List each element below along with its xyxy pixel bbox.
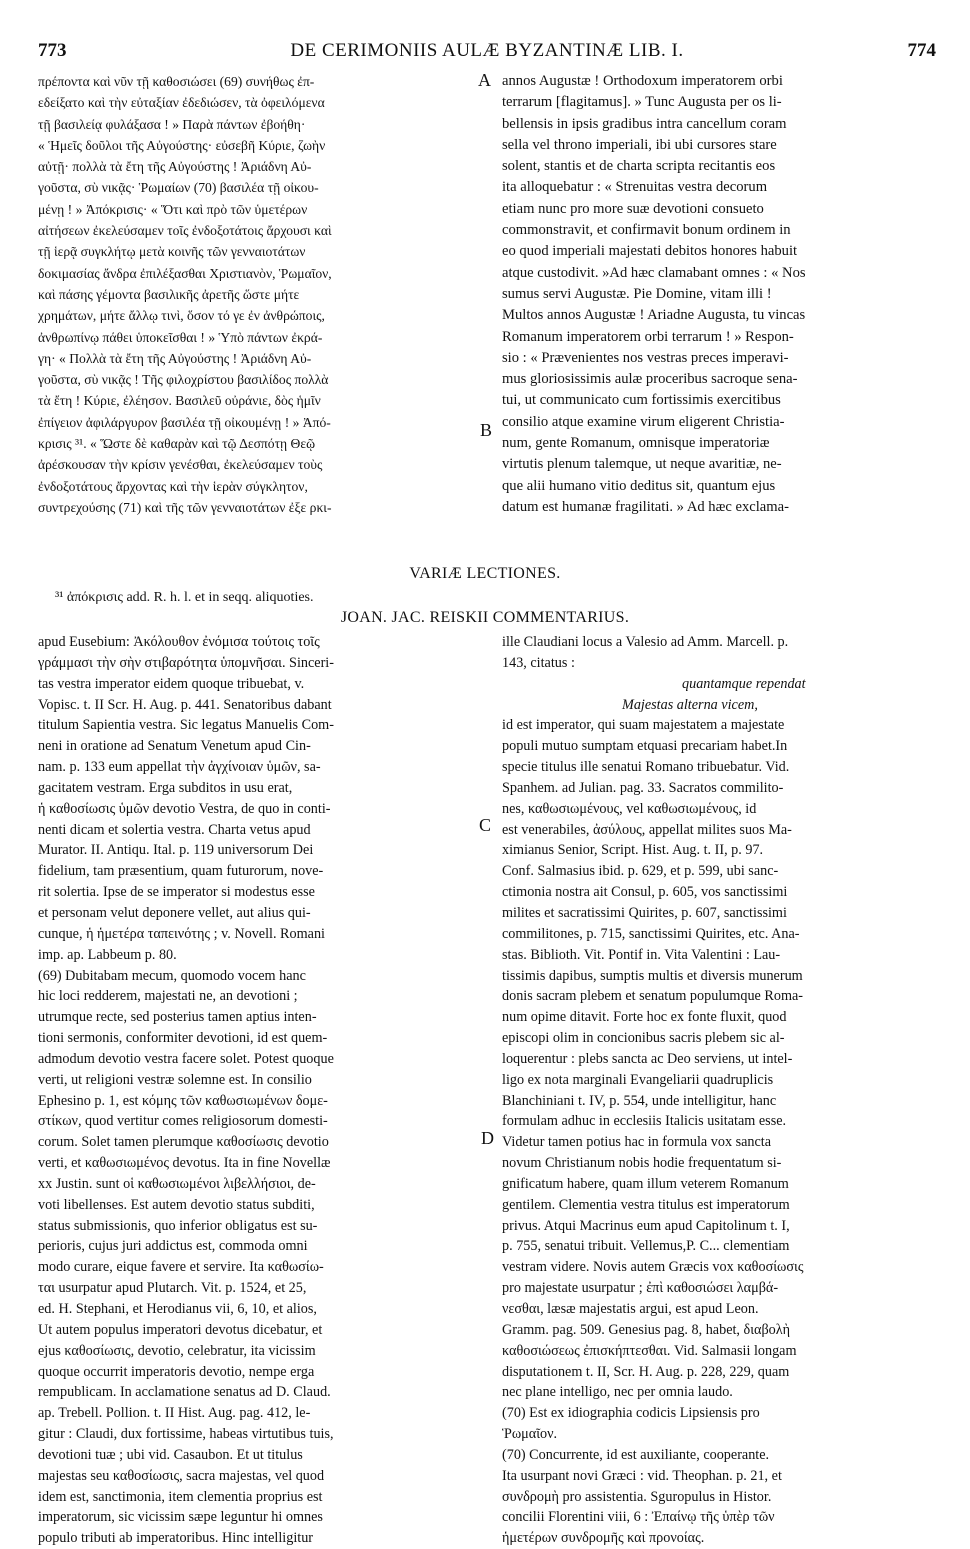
running-header (38, 40, 936, 66)
commentary-line: populo tributi ab imperatoribus. Hinc intelligitur (38, 1530, 314, 1547)
commentary-line: Spanhem. ad Julian. pag. 33. Sacratos commilito- (502, 779, 784, 796)
commentary-line: imp. ap. Labbeum p. 80. (38, 946, 177, 963)
commentary-line: tas vestra imperator eidem quoque tribuebat, v. (38, 675, 305, 692)
commentary-line: gnificatum habere, quam illum veterem Romanum (502, 1175, 789, 1192)
latin-text-line: Romanum imperatorem orbi terrarum ! » Respon- (502, 328, 794, 345)
greek-text-line: τῇ βασιλείᾳ φυλάξασα ! » Παρὰ πάντων ἐβοήθη· (38, 116, 306, 132)
commentary-line: verti, ut religioni vestræ solemne est. In consilio (38, 1071, 312, 1088)
greek-text-line: μένῃ ! » Ἀπόκρισις· « Ὅτι καὶ πρὸ τῶν ὑμετέρων (38, 201, 308, 217)
greek-text-line: ἀνθρωπίνῳ πάθει ὑποκεῖσθαι ! » Ὑπὸ πάντων ἐκρά- (38, 329, 323, 345)
commentary-line: loquerentur : plebs sancta ac Deo serviens, ut intel- (502, 1050, 793, 1067)
commentary-line: populi mutuo sumptam etquasi precariam habet.In (502, 738, 788, 755)
commentary-line: Ita usurpant novi Græci : vid. Theophan. p. 21, et (502, 1467, 782, 1484)
commentary-line: modo curare, eique favere et servire. Ita καθωσίω- (38, 1259, 324, 1276)
commentary-line: xx Justin. sunt οἱ καθωσιωμένοι λιβελλήσιοι, de- (38, 1175, 316, 1192)
commentary-line: perioris, cujus juri addictus est, commoda omni (38, 1238, 308, 1255)
page-number-right: 774 (907, 40, 936, 61)
latin-text-line: annos Augustæ ! Orthodoxum imperatorem orbi (502, 73, 783, 89)
commentary-line: nes, καθωσιωμένους, vel καθωσιωμένους, id (502, 800, 757, 817)
margin-letter-d: D (481, 1128, 494, 1148)
commentary-line: Ephesino p. 1, est κόμης τῶν καθωσιωμένων δομε- (38, 1092, 328, 1109)
commentary-line: 143, citatus : (502, 654, 575, 671)
commentary-line: nenti dicam et solertia vestra. Charta vetus apud (38, 821, 311, 838)
commentary-line: καθοσιώσεως ἐπισκήπτεσθαι. Vid. Salmasii longam (502, 1342, 797, 1359)
greek-text-line: τὰ ἔτη ! Κύριε, ἐλέησον. Βασιλεῦ οὐράνιε, δὸς ἡμῖν (38, 393, 321, 409)
commentary-line: Gramm. pag. 509. Genesius pag. 8, habet, διαβολὴ (502, 1321, 791, 1338)
running-title: DE CERIMONIIS AULÆ BYZANTINÆ LIB. I. (290, 40, 684, 61)
commentary-line: Murator. II. Antiqu. Ital. p. 119 universorum Dei (38, 842, 314, 859)
commentary-line: ἡ καθοσίωσις ὑμῶν devotio Vestra, de quo in conti- (38, 800, 331, 817)
commentary-line: nec plane intelligo, nec per omnia laudo. (502, 1384, 733, 1401)
greek-text-line: συντρεχούσης (71) καὶ τῆς τῶν γενναιοτάτων ἐξε ρκι- (38, 499, 332, 515)
commentary-line: Ut autem populus imperatori devotus dicebatur, et (38, 1321, 323, 1338)
commentary-line: utrumque recte, sed posterius tamen aptius inten- (38, 1009, 317, 1026)
latin-text-line: Multos annos Augustæ ! Ariadne Augusta, tu vincas (502, 307, 806, 324)
greek-text-line: καὶ πάσης γέμοντα βασιλικῆς ἀρετῆς ὥστε μήτε (38, 286, 300, 302)
commentary-line: apud Eusebium: Ἀκόλουθον ἐνόμισα τούτοις τοῖς (38, 634, 320, 650)
commentary-line: status submissionis, quo inferior obligatus est su- (38, 1217, 318, 1234)
commentary-line: ctimonia nostra ait Consul, p. 605, vos sanctissimi (502, 884, 788, 901)
commentary-line: ἡμετέρων συνδρομῆς καὶ προνοίας. (502, 1530, 705, 1547)
commentary-line: formulam adhuc in ecclesiis Italicis usitatam esse. (502, 1113, 787, 1130)
latin-text-line: solent, stantis et de charta scripta recitantis eos (502, 158, 776, 175)
commentary-line: cunque, ἡ ἡμετέρα ταπεινότης ; v. Novell. Romani (38, 925, 325, 942)
commentary-line: gitur : Claudi, dux fortissime, habeas virtutibus tuis, (38, 1426, 334, 1443)
page-number-left: 773 (38, 40, 67, 61)
commentary-line: Videtur tamen potius hac in formula vox sancta (502, 1134, 772, 1151)
greek-text-line: γοῦστα, σὺ νικᾷς ! Τῆς φιλοχρίστου βασιλίδος πολλὰ (38, 372, 329, 388)
variant-reading-note: ³¹ ἀπόκρισις add. R. h. l. et in seqq. aliquoties. (55, 590, 314, 605)
commentary-line: novum Christianum nobis hodie frequentatum si- (502, 1155, 782, 1172)
latin-text-line: sumus servi Augustæ. Pie Domine, vitam illi ! (502, 285, 772, 302)
greek-text-line: ἐνδοξοτάτους ἄρχοντας καὶ τὴν ἱερὰν σύγκλητον, (38, 478, 308, 494)
commentary-heading: JOAN. JAC. REISKII COMMENTARIUS. (340, 609, 630, 626)
commentary-line: quoque occurrit imperatoris devotio, nempe erga (38, 1363, 315, 1380)
commentary-line: rit solertia. Ipse de se imperator si modestus esse (38, 884, 315, 901)
commentary-line: nam. p. 133 eum appellat τὴν ἀγχίνοιαν ὑμῶν, sa- (38, 759, 321, 776)
commentary-line: gacitatem vestram. Erga subditos in usu erat, (38, 779, 293, 796)
greek-text-line: τῇ ἱερᾷ συγκλήτῳ μετὰ κοινῆς τῶν γενναιοτάτων (38, 244, 306, 260)
latin-text-line: eo quod imperiali majestati debitos honores habuit (502, 243, 798, 260)
commentary-line: id est imperator, qui suam majestatem a majestate (502, 717, 785, 734)
commentary-line: (70) Concurrente, id est auxiliante, cooperante. (502, 1446, 770, 1463)
commentary-line: et personam velut deponere vellet, aut alius qui- (38, 904, 311, 921)
greek-text-line: πρέποντα καὶ νῦν τῇ καθοσιώσει (69) συνήθως ἐπ- (38, 74, 315, 89)
latin-text-line: bellensis in ipsis gradibus intra cancellum coram (502, 115, 787, 132)
commentary-line: est venerabiles, ἀσύλους, appellat milites suos Ma- (502, 821, 792, 838)
commentary-line: stas. Biblioth. Vit. Pontif in. Vita Valentini : Lau- (502, 946, 781, 963)
greek-text-line: κρισις ³¹. « Ὥστε δὲ καθαρὰν καὶ τῷ Δεσπότῃ Θεῷ (38, 436, 316, 452)
commentary-line: Vopisc. t. II Scr. H. Aug. p. 441. Senatoribus dabant (38, 696, 332, 713)
commentary-line: vestram videre. Novis autem Græcis vox καθοσίωσις (502, 1259, 804, 1276)
greek-text-line: δοκιμασίας ἄνδρα ἐπιλέξασθαι Χριστιανὸν, Ῥωμαῖον, (38, 265, 332, 281)
commentary-right-column (502, 632, 936, 1549)
commentary-line: devotioni tuæ ; ubi vid. Casaubon. Et ut titulus (38, 1446, 303, 1463)
latin-text-line: que alii humano vitio deditus sit, quantum ejus (502, 477, 776, 494)
latin-text-line: atque custodivit. »Ad hæc clamabant omnes : « Nos (502, 264, 806, 281)
greek-text-line: γοῦστα, σὺ νικᾷς· Ῥωμαίων (70) βασιλέα τῇ οἰκου- (38, 180, 319, 196)
latin-text-line: virtutis plenum talemque, ut neque avaritiæ, ne- (502, 456, 782, 473)
commentary-line: num opime ditavit. Forte hoc ex fonte fluxit, quod (502, 1009, 787, 1026)
latin-text-line: sio : « Prævenientes nos vestras preces imperavi- (502, 349, 789, 366)
commentary-line: tissimis dapibus, sumptis multis et diversis munerum (502, 967, 803, 984)
commentary-line: Ῥωμαῖον. (502, 1426, 558, 1443)
variae-lectiones-heading: VARIÆ LECTIONES. (409, 565, 561, 582)
commentary-line: idem est, sanctimonia, item clementia proprius est (38, 1488, 323, 1505)
latin-text-line: ita alloquebatur : « Strenuitas vestra decorum (502, 179, 768, 196)
latin-text-line: mus gloriosissimis aulæ proceribus sacroque sena- (502, 371, 798, 388)
greek-text-line: αἰτήσεων ἐκελεύσαμεν τοῖς ἐνδοξοτάτοις ἄρχουσι καὶ (38, 223, 332, 239)
commentary-line: ligo ex nota marginali Evangeliarii quadruplicis (502, 1071, 774, 1088)
commentary-line: concilii Florentini viii, 6 : Ἐπαίνῳ τῆς ὑπὲρ τῶν (502, 1509, 775, 1526)
commentary-line: hic loci redderem, majestati ne, an devotioni ; (38, 988, 298, 1005)
commentary-line: Conf. Salmasius ibid. p. 629, et p. 599, ubi sanc- (502, 863, 779, 880)
commentary-line: ap. Trebell. Pollion. t. II Hist. Aug. pag. 412, le- (38, 1405, 311, 1422)
commentary-line: συνδρομὴ pro assistentia. Sguropulus in Histor. (502, 1488, 772, 1505)
greek-text-column (38, 71, 474, 518)
commentary-left-column (38, 632, 474, 1549)
commentary-line: specie titulus ille senatui Romano tribuebatur. Vid. (502, 759, 790, 776)
latin-text-line: datum est humanæ fragilitati. » Ad hæc exclama- (502, 498, 789, 515)
commentary-line: ejus καθοσίωσις, devotio, celebratur, ita vicissim (38, 1342, 316, 1359)
margin-letter-c: C (479, 815, 492, 835)
commentary-line: στίκων, quod vertitur comes religiosorum domesti- (38, 1113, 328, 1130)
greek-text-line: χρημάτων, μήτε ἄλλῳ τινὶ, ὅσον τό γε ἐν ἀνθρώποις, (38, 308, 325, 324)
latin-text-line: terrarum [flagitamus]. » Tunc Augusta per os li- (502, 94, 782, 111)
commentary-line: episcopi olim in concionibus sacris plebem sic al- (502, 1030, 785, 1047)
greek-text-line: αὐτῇ· πολλὰ τὰ ἔτη τῆς Αὐγούστης ! Ἀριάδνη Αὐ- (38, 159, 312, 175)
commentary-line: imperatorum, sic vicissim sæpe leguntur hi omnes (38, 1509, 323, 1526)
margin-letter-b: B (480, 420, 493, 440)
latin-text-column (502, 71, 936, 518)
greek-text-line: « Ἡμεῖς δοῦλοι τῆς Αὐγούστης· εὐσεβῆ Κύριε, ζωὴν (38, 137, 326, 153)
latin-text-line: tui, ut communicato cum fortissimis exercitibus (502, 392, 781, 409)
commentary-line: titulum Sapientia vestra. Sic legatus Manuelis Com- (38, 717, 334, 734)
commentary-line: voti libellenses. Est autem devotio status subditi, (38, 1196, 315, 1213)
commentary-line: privus. Atqui Macrinus eum apud Capitolinum t. I, (502, 1217, 790, 1234)
commentary-line: majestas seu καθοσίωσις, sacra majestas, vel quod (38, 1467, 325, 1484)
latin-text-line: sella vel throno imperiali, ibi ubi cursores stare (502, 136, 777, 153)
margin-letter-a: A (478, 70, 491, 90)
commentary-line: ille Claudiani locus a Valesio ad Amm. Marcell. p. (502, 634, 789, 650)
commentary-line: γράμμασι τὴν σὴν στιβαρότητα ὑπομνῆσαι. Sinceri- (38, 654, 334, 671)
commentary-line: disputationem t. II, Scr. H. Aug. p. 228, 229, quam (502, 1363, 790, 1380)
greek-text-line: ἐπίγειον ἀφιλάργυρον βασιλέα τῇ οἰκουμένῃ ! » Ἀπό- (38, 414, 331, 430)
commentary-line: rempublicam. In acclamatione senatus ad D. Claud. (38, 1384, 331, 1401)
latin-text-line: commonstravit, et confirmavit bonum ordinem in (502, 222, 791, 239)
commentary-line: pro majestate usurpatur ; ἐπὶ καθοσιώσει λαμβά- (502, 1280, 779, 1297)
latin-text-line: num, gente Romanum, omnisque imperatoriæ (502, 435, 770, 452)
commentary-line: Majestas alterna vicem, (622, 696, 758, 713)
commentary-line: commilitones, p. 715, sanctissimi Quirites, etc. Ana- (502, 925, 800, 942)
commentary-line: ται usurpatur apud Plutarch. Vit. p. 1524, et 25, (38, 1280, 307, 1297)
latin-text-line: consilio atque examine virum eligerent Christia- (502, 413, 785, 430)
commentary-line: ximianus Senior, Script. Hist. Aug. t. II, p. 97. (502, 842, 764, 859)
commentary-line: ed. H. Stephani, et Herodianus vii, 6, 10, et alios, (38, 1301, 317, 1317)
latin-text-line: etiam nunc pro more suæ devotioni consueto (502, 200, 764, 217)
commentary-line: verti, et καθωσιωμένος devotus. Ita in fine Novellæ (38, 1155, 331, 1172)
commentary-line: (70) Est ex idiographia codicis Lipsiensis pro (502, 1405, 760, 1422)
commentary-line: νεσθαι, læsæ majestatis argui, est apud Leon. (502, 1301, 759, 1317)
greek-text-line: ἀρέσκουσαν τὴν κρίσιν γενέσθαι, ἐκελεύσαμεν τοὺς (38, 457, 323, 473)
commentary-line: corum. Solet tamen plerumque καθοσίωσις devotio (38, 1134, 329, 1151)
commentary-line: p. 755, senatui tribuit. Vellemus,P. C... clementiam (502, 1238, 790, 1255)
commentary-line: donis sacram plebem et senatum populumque Roma- (502, 988, 804, 1005)
commentary-line: (69) Dubitabam mecum, quomodo vocem hanc (38, 967, 306, 984)
commentary-line: quantamque rependat (682, 675, 806, 692)
commentary-line: admodum devotio vestra facere solet. Potest quoque (38, 1050, 334, 1067)
commentary-line: neni in oratione ad Senatum Venetum apud Cin- (38, 738, 311, 755)
commentary-line: gentilem. Clementia vestra titulus est imperatorum (502, 1196, 790, 1213)
commentary-line: milites et sacratissimi Quirites, p. 607, sanctissimi (502, 904, 787, 921)
commentary-line: fidelium, tam præsentium, quam futurorum, nove- (38, 863, 324, 880)
commentary-line: Blanchiniani t. IV, p. 554, unde intelligitur, hanc (502, 1092, 777, 1109)
commentary-line: tioni sermonis, conformiter devotioni, id est quem- (38, 1030, 328, 1047)
greek-text-line: γη· « Πολλὰ τὰ ἔτη τῆς Αὐγούστης ! Ἀριάδνη Αὐ- (38, 350, 312, 366)
greek-text-line: εδείξατο καὶ τὴν εὐταξίαν ἐδεδιώσεν, τὰ ὀφειλόμενα (38, 95, 325, 111)
